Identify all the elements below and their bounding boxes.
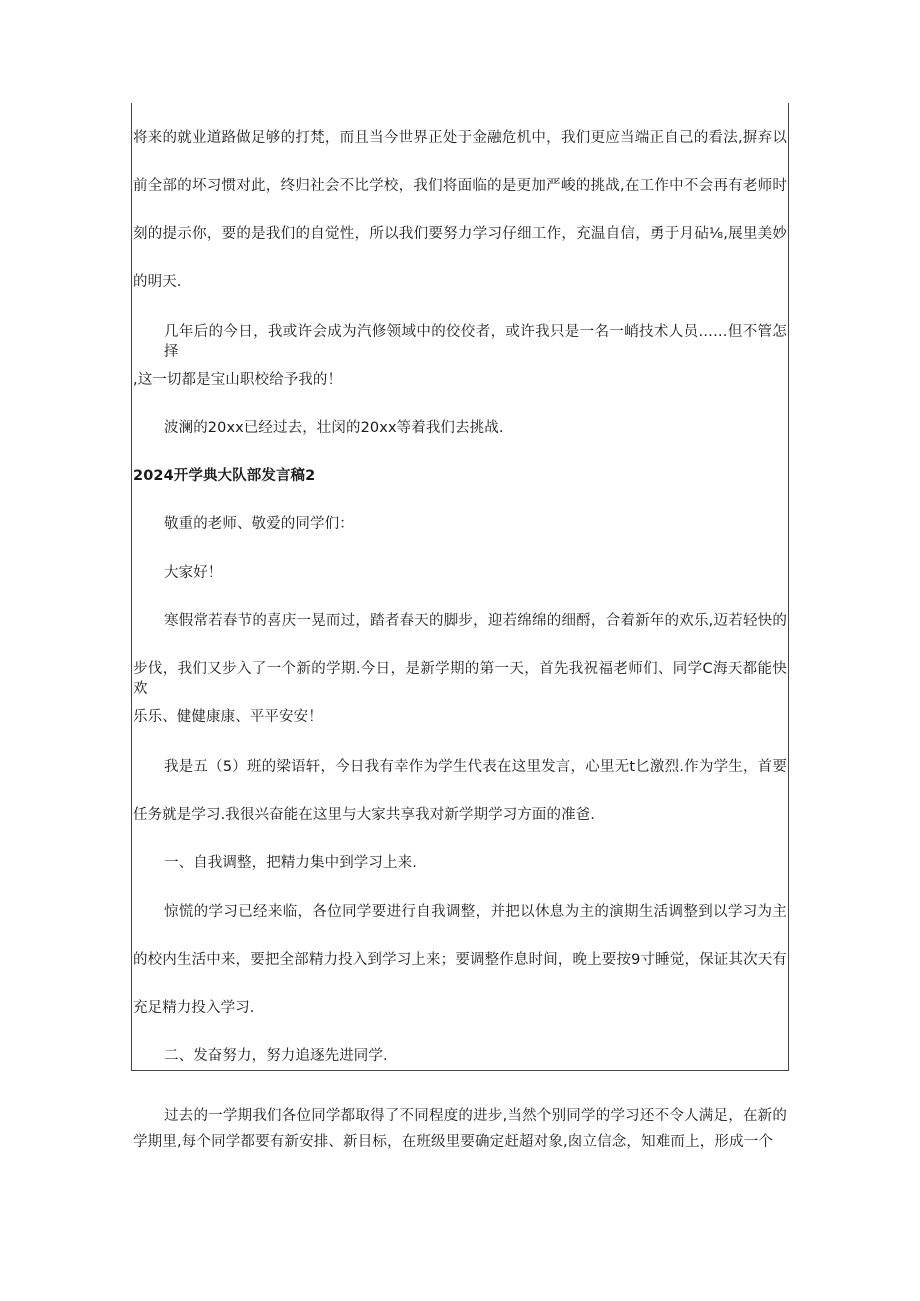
paragraph-line: 刻的提示你，要的是我们的自觉性，所以我们要努力学习仔细工作，充温自信，勇于月砧⅛,展里美妙: [133, 226, 787, 242]
paragraph-line: 几年后的今日，我或许会成为汽修领域中的佼佼者，或许我只是一名一峭技术人员……但不管怎择: [164, 324, 787, 360]
paragraph-line: 步伐，我们又步入了一个新的学期.今日，是新学期的第一天，首先我祝福老师们、同学C海天都能快欢: [133, 661, 787, 697]
paragraph-line: 充足精力投入学习.: [133, 1000, 255, 1016]
paragraph-line: 我是五（5）班的梁语轩，今日我有幸作为学生代表在这里发言，心里无t匕激烈.作为学生，首要: [164, 759, 787, 775]
paragraph-line: 的明天.: [133, 274, 182, 290]
paragraph-line: 过去的一学期我们各位同学都取得了不同程度的进步,当然个别同学的学习还不令人满足，在新的: [164, 1108, 787, 1124]
paragraph-line: 惊慌的学习已经来临，各位同学要进行自我调整，并把以休息为主的演期生活调整到以学习为主: [164, 904, 787, 920]
document-table-frame: [131, 103, 789, 1071]
greeting: 大家好！: [164, 565, 223, 581]
paragraph-line: 寒假常若春节的喜庆一晃而过，踏者春天的脚步，迎若绵绵的细酹，合着新年的欢乐,迈若轻快的: [164, 613, 787, 629]
salutation: 敬重的老师、敬爱的同学们：: [164, 516, 354, 532]
paragraph-line: 乐乐、健健康康、平平安安！: [133, 709, 323, 725]
paragraph-line: 波澜的20xx已经过去，壮闵的20xx等着我们去挑战.: [164, 420, 504, 436]
subheading: 一、自我调整，把精力集中到学习上来.: [164, 855, 417, 871]
subheading: 二、发奋努力，努力追逐先进同学.: [164, 1048, 388, 1064]
paragraph-line: 将来的就业道路做足够的打梵，而且当今世界正处于金融危机中，我们更应当端正自己的看法,摒弃以: [133, 130, 787, 146]
section-heading: 2024开学典大队部发言稿2: [133, 468, 316, 484]
paragraph-line: 学期里,每个同学都要有新安排、新目标，在班级里要确定赶超对象,囱立信念，知难而上，形成一个: [133, 1134, 773, 1150]
paragraph-line: 的校内生活中来，要把全部精力投入到学习上来；要调整作息时间，晚上要按9寸睡觉，保证其次天有: [133, 952, 787, 968]
paragraph-line: 任务就是学习.我很兴奋能在这里与大家共享我对新学期学习方面的准爸.: [133, 807, 596, 823]
paragraph-line: ,这一切都是宝山职校给予我的！: [133, 372, 343, 388]
paragraph-line: 前全部的坏习惯对此，终归社会不比学校，我们将面临的是更加严峻的挑战,在工作中不会再有老师时: [133, 178, 787, 194]
